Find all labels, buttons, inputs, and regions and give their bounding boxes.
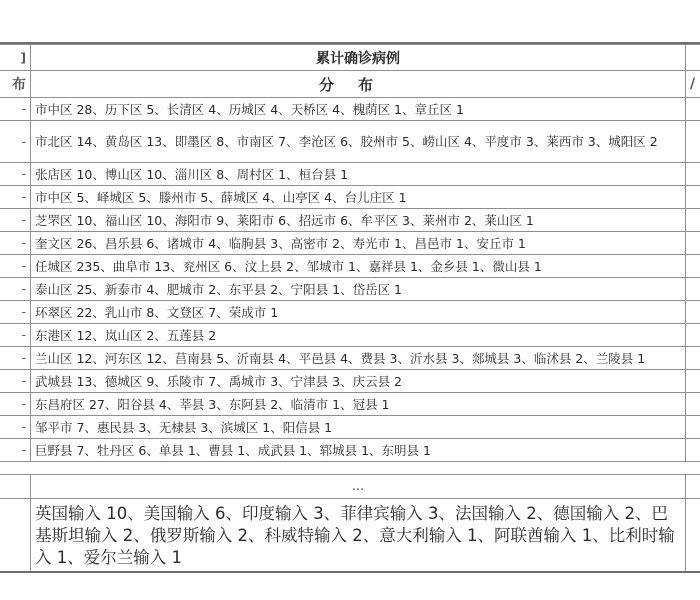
header-right-cell	[686, 45, 700, 71]
row-left-cell: -	[0, 393, 31, 416]
row-distribution: 巨野县 7、牡丹区 6、单县 1、曹县 1、成武县 1、郓城县 1、东明县 1	[31, 439, 686, 462]
row-distribution: 奎文区 26、昌乐县 6、诸城市 4、临朐县 3、高密市 2、寿光市 1、昌邑市 1、安丘市 1	[31, 232, 686, 255]
row-distribution: 兰山区 12、河东区 12、莒南县 5、沂南县 4、平邑县 4、费县 3、沂水县 3、郯城县 3、临沭县 2、兰陵县 1	[31, 347, 686, 370]
cases-table	[0, 44, 700, 573]
table-row	[0, 370, 700, 393]
row-left-cell: -	[0, 209, 31, 232]
row-distribution: 市中区 5、峄城区 5、滕州市 5、薛城区 4、山亭区 4、台儿庄区 1	[31, 186, 686, 209]
table-row	[0, 232, 700, 255]
row-right-cell	[686, 393, 700, 416]
table-row	[0, 439, 700, 462]
row-distribution: 东港区 12、岚山区 2、五莲县 2	[31, 324, 686, 347]
row-left-cell: -	[0, 370, 31, 393]
row-distribution: 环翠区 22、乳山市 8、文登区 7、荣成市 1	[31, 301, 686, 324]
table-row	[0, 278, 700, 301]
distribution-header: 分布	[31, 71, 686, 98]
row-distribution: 任城区 235、曲阜市 13、兖州区 6、汶上县 2、邹城市 1、嘉祥县 1、金乡县 1、微山县 1	[31, 255, 686, 278]
table-row	[0, 209, 700, 232]
table-row	[0, 163, 700, 186]
table-row	[0, 186, 700, 209]
table-row	[0, 393, 700, 416]
table-row	[0, 324, 700, 347]
row-right-cell	[686, 301, 700, 324]
table-gap-row	[0, 462, 700, 475]
row-right-cell	[686, 163, 700, 186]
row-left-cell: -	[0, 324, 31, 347]
row-distribution: 武城县 13、德城区 9、乐陵市 7、禹城市 3、宁津县 3、庆云县 2	[31, 370, 686, 393]
imported-cases-distribution: 英国输入 10、美国输入 6、印度输入 3、菲律宾输入 3、法国输入 2、德国输入 2、巴基斯坦输入 2、俄罗斯输入 2、科威特输入 2、意大利输入 1、阿联酋输入 1、比利时输入 1、爱尔兰输入 1	[31, 499, 686, 573]
table-row	[0, 98, 700, 121]
ellipsis-text: ...	[31, 475, 686, 499]
table-subheader-row	[0, 71, 700, 98]
row-left-cell: -	[0, 163, 31, 186]
row-right-cell	[686, 209, 700, 232]
row-right-cell	[686, 98, 700, 121]
row-left-cell: -	[0, 232, 31, 255]
table-title: 累计确诊病例	[31, 45, 686, 71]
row-right-cell	[686, 324, 700, 347]
table-bottom-rule	[0, 571, 700, 573]
table-header-row	[0, 45, 700, 71]
row-left-cell: -	[0, 301, 31, 324]
header-left-cell: ]	[0, 45, 31, 71]
row-left-cell: -	[0, 186, 31, 209]
row-left-cell: -	[0, 439, 31, 462]
table-row	[0, 347, 700, 370]
row-distribution: 张店区 10、博山区 10、淄川区 8、周村区 1、桓台县 1	[31, 163, 686, 186]
table-row	[0, 416, 700, 439]
table-row	[0, 255, 700, 278]
row-right-cell	[686, 121, 700, 163]
imports-left-cell	[0, 499, 31, 573]
row-right-cell	[686, 232, 700, 255]
row-right-cell	[686, 439, 700, 462]
row-left-cell: -	[0, 278, 31, 301]
imports-right-cell	[686, 499, 700, 573]
row-left-cell: -	[0, 98, 31, 121]
subheader-left-cell: 布	[0, 71, 31, 98]
row-distribution: 邹平市 7、惠民县 3、无棣县 3、滨城区 1、阳信县 1	[31, 416, 686, 439]
table-row	[0, 121, 700, 163]
ellipsis-left-cell	[0, 475, 31, 499]
row-distribution: 市中区 28、历下区 5、长清区 4、历城区 4、天桥区 4、槐荫区 1、章丘区 1	[31, 98, 686, 121]
imported-cases-row	[0, 499, 700, 573]
row-left-cell: -	[0, 416, 31, 439]
row-right-cell	[686, 255, 700, 278]
row-left-cell: -	[0, 121, 31, 163]
row-distribution: 东昌府区 27、阳谷县 4、莘县 3、东阿县 2、临清市 1、冠县 1	[31, 393, 686, 416]
row-right-cell	[686, 347, 700, 370]
row-distribution: 泰山区 25、新泰市 4、肥城市 2、东平县 2、宁阳县 1、岱岳区 1	[31, 278, 686, 301]
subheader-right-cell: /	[686, 71, 700, 98]
row-right-cell	[686, 416, 700, 439]
row-distribution: 市北区 14、黄岛区 13、即墨区 8、市南区 7、李沧区 6、胶州市 5、崂山区 4、平度市 3、莱西市 3、城阳区 2	[31, 121, 686, 163]
row-right-cell	[686, 278, 700, 301]
row-right-cell	[686, 186, 700, 209]
ellipsis-right-cell	[686, 475, 700, 499]
row-distribution: 芝罘区 10、福山区 10、海阳市 9、莱阳市 6、招远市 6、牟平区 3、莱州市 2、莱山区 1	[31, 209, 686, 232]
row-right-cell	[686, 370, 700, 393]
table-row	[0, 301, 700, 324]
ellipsis-row	[0, 475, 700, 499]
row-left-cell: -	[0, 347, 31, 370]
row-left-cell: -	[0, 255, 31, 278]
